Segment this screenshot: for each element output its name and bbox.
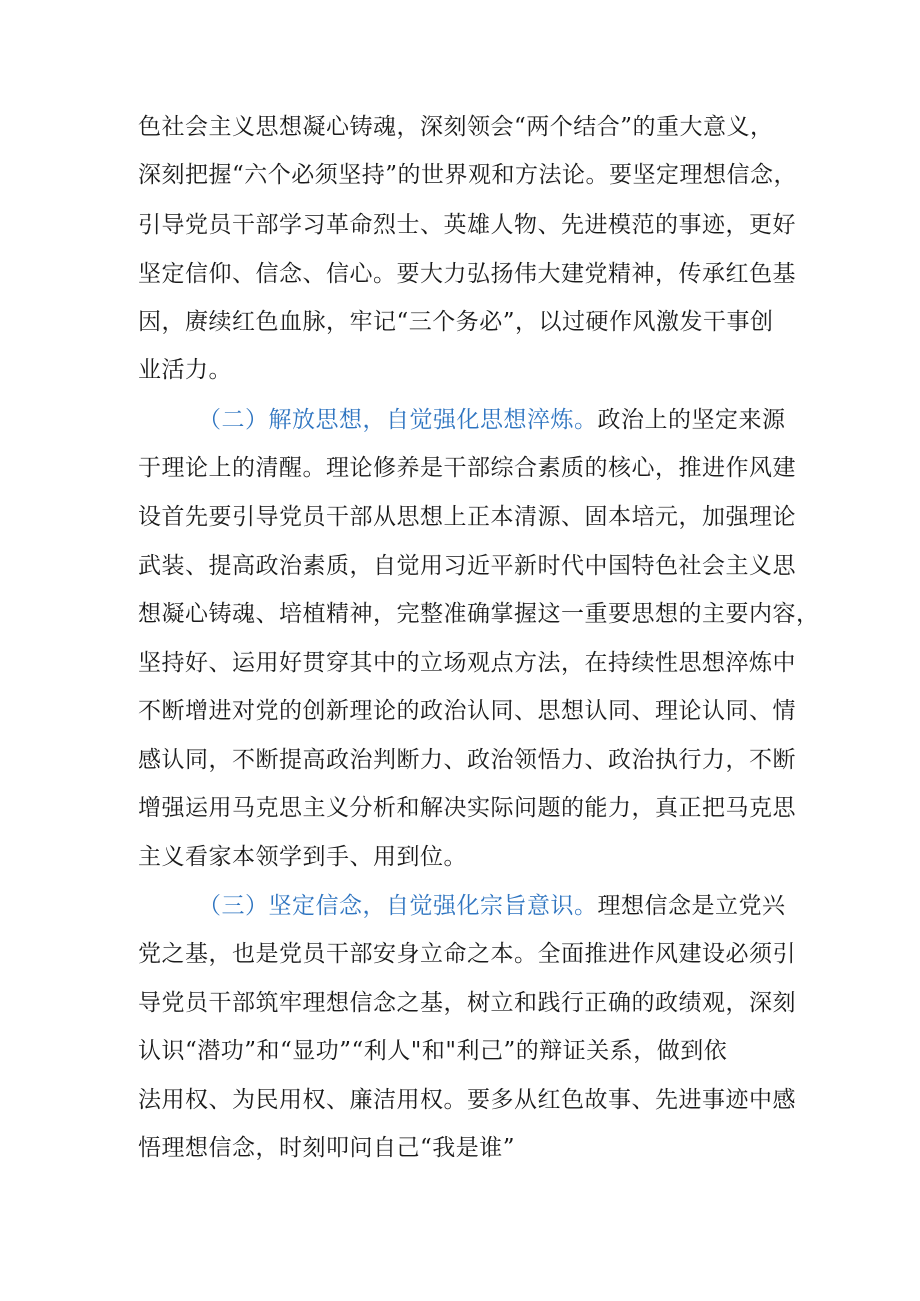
text-line-7: 政治上的坚定来源: [597, 407, 786, 433]
text-line-5: 因，赓续红色血脉，牢记“三个务必”，以过硬作风激发干事创: [138, 309, 774, 335]
text-line-16: 主义看家本领学到手、用到位。: [138, 844, 467, 870]
paragraph-3-first-line: [198, 886, 786, 926]
text-line-15: 增强运用马克思主义分析和解决实际问题的能力，真正把马克思: [138, 795, 796, 821]
text-line-11: 想凝心铸魂、培植精神，完整准确掌握这一重要思想的主要内容，: [138, 601, 820, 627]
text-line-10: 武装、提高政治素质，自觉用习近平新时代中国特色社会主义思: [138, 553, 796, 579]
text-line-18: 党之基，也是党员干部安身立命之本。全面推进作风建设必须引: [138, 941, 796, 967]
text-line-2: 深刻把握“六个必须坚持”的世界观和方法论。要坚定理想信念，: [138, 162, 798, 188]
text-line-8: 于理论上的清醒。理论修养是干部综合素质的核心，推进作风建: [138, 455, 796, 481]
text-line-17: 理想信念是立党兴: [597, 893, 786, 919]
section-heading-2: （二）解放思想，自觉强化思想淬炼。: [198, 407, 598, 433]
text-line-19: 导党员干部筑牢理想信念之基，树立和践行正确的政绩观，深刻: [138, 990, 796, 1016]
section-heading-3: （三）坚定信念，自觉强化宗旨意识。: [198, 893, 598, 919]
text-line-3: 引导党员干部学习革命烈士、英雄人物、先进模范的事迹，更好: [138, 212, 796, 238]
text-line-4: 坚定信仰、信念、信心。要大力弘扬伟大建党精神，传承红色基: [138, 261, 796, 287]
text-line-14: 感认同，不断提高政治判断力、政治领悟力、政治执行力，不断: [138, 747, 796, 773]
paragraph-2-first-line: [198, 400, 786, 440]
text-line-6: 业活力。: [138, 357, 232, 383]
text-line-21: 法用权、为民用权、廉洁用权。要多从红色故事、先进事迹中感: [138, 1087, 796, 1113]
text-line-1: 色社会主义思想凝心铸魂，深刻领会“两个结合”的重大意义，: [138, 114, 774, 140]
text-line-20: 认识“潜功”和“显功”“利人"和"利己”的辩证关系，做到依: [138, 1038, 728, 1064]
text-line-13: 不断增进对党的创新理论的政治认同、思想认同、理论认同、情: [138, 698, 796, 724]
text-line-22: 悟理想信念，时刻叩问自己“我是谁”: [138, 1135, 516, 1161]
text-line-12: 坚持好、运用好贯穿其中的立场观点方法，在持续性思想淬炼中: [138, 650, 796, 676]
text-line-9: 设首先要引导党员干部从思想上正本清源、固本培元，加强理论: [138, 504, 796, 530]
